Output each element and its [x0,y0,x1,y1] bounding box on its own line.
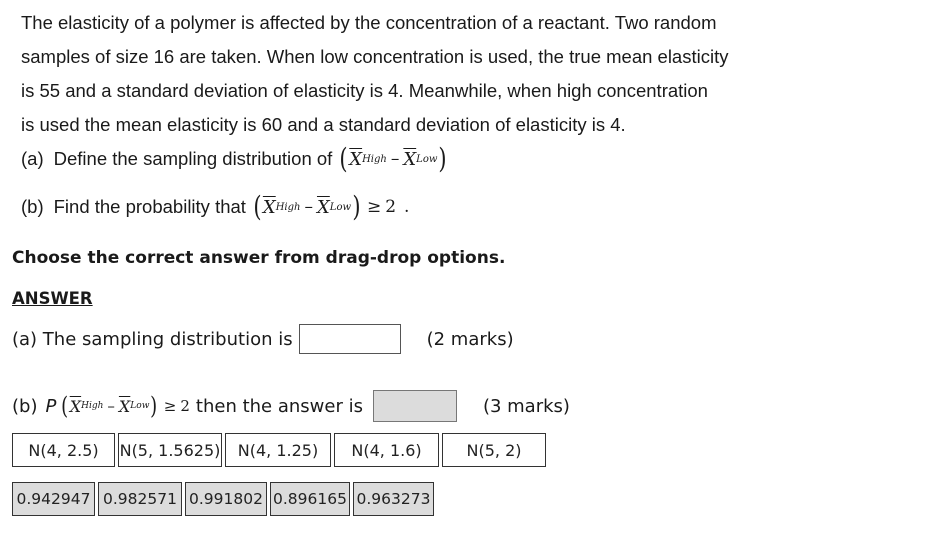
part-b-text: Find the probability that [53,196,246,217]
part-b-label: (b) [21,196,44,217]
question-line: is 55 and a standard deviation of elasticity is 4. Meanwhile, when high concentration [21,80,708,101]
answer-b-marks: (3 marks) [482,395,570,417]
answer-a-marks: (2 marks) [426,328,514,350]
option-distribution[interactable]: N(5, 2) [442,433,546,467]
question-line: The elasticity of a polymer is affected by the concentration of a reactant. Two random [21,12,717,33]
question-line: samples of size 16 are taken. When low concentration is used, the true mean elasticity [21,46,729,67]
distribution-options [12,433,549,467]
answer-b-text: then the answer is [195,395,363,417]
question-text [21,6,811,142]
answer-a-line [12,324,514,354]
option-probability[interactable]: 0.942947 [12,482,95,516]
part-a-label: (a) [21,148,44,169]
probability-options [12,482,437,516]
answer-heading: ANSWER [12,289,93,308]
option-probability[interactable]: 0.896165 [270,482,350,516]
option-distribution[interactable]: N(4, 2.5) [12,433,115,467]
option-probability[interactable]: 0.963273 [353,482,434,516]
difference-expression: ( $\overline{X}$ High – $\overline{X}$ Low ) [339,142,447,175]
part-a-text: Define the sampling distribution of [53,148,333,169]
answer-a-text: (a) The sampling distribution is [12,328,293,350]
probability-expression: ( $\overline{X}$ High – $\overline{X}$ Low ) ≥ 2 . [253,190,410,223]
answer-b-label: (b) [12,395,38,417]
answer-b-line [12,390,570,422]
drop-zone-b[interactable] [373,390,457,422]
instruction-text: Choose the correct answer from drag-drop options. [12,248,506,268]
question-part-b [21,190,410,223]
option-distribution[interactable]: N(5, 1.5625) [118,433,222,467]
option-distribution[interactable]: N(4, 1.6) [334,433,439,467]
option-probability[interactable]: 0.982571 [98,482,182,516]
option-probability[interactable]: 0.991802 [185,482,267,516]
option-distribution[interactable]: N(4, 1.25) [225,433,331,467]
question-line: is used the mean elasticity is 60 and a standard deviation of elasticity is 4. [21,114,626,135]
drop-zone-a[interactable] [299,324,401,354]
question-part-a [21,142,448,175]
answer-b-expression: P ( $\overline{X}$ High – $\overline{X}$ Low ) ≥ 2 [45,392,190,420]
